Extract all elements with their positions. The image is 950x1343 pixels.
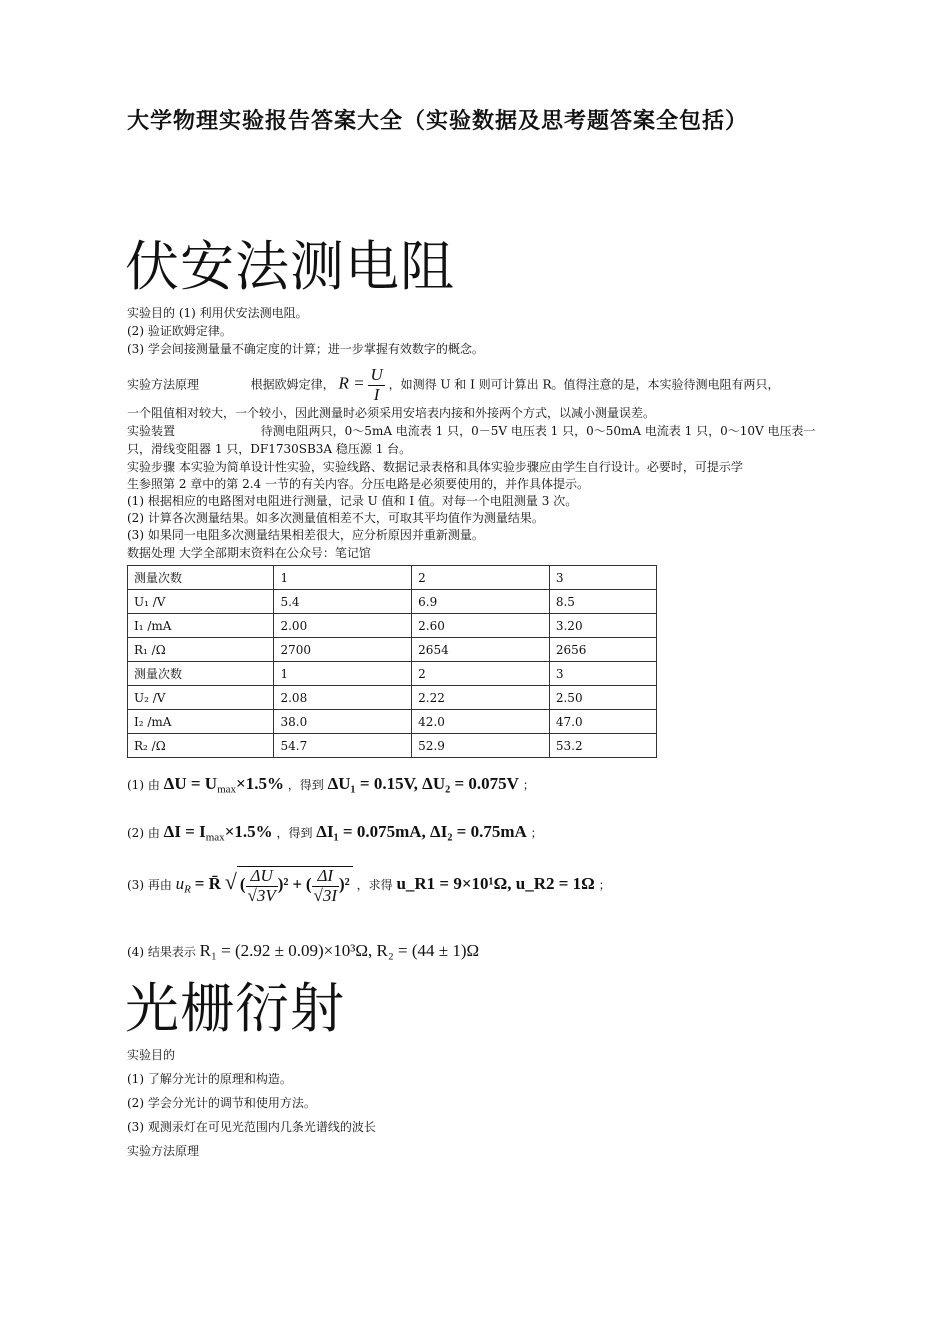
calc3-end: ； — [598, 878, 611, 893]
calc1-prefix: (1) 由 — [127, 778, 160, 792]
table-row — [128, 662, 657, 686]
calc3-t1-den: √3V — [247, 885, 276, 905]
table-cell: U₁ /V — [128, 590, 274, 614]
calc2-mid: ，得到 — [276, 826, 313, 840]
method-text-a: 根据欧姆定律， — [250, 377, 335, 392]
steps-line: (2) 计算各次测量结果。如多次测量值相差不大，可取其平均值作为测量结果。 — [127, 511, 544, 525]
ohm-law-fraction — [368, 366, 384, 404]
calc1-result: ΔU₁ = 0.15V, ΔU₂ = 0.075V — [327, 774, 519, 793]
table-cell: 2654 — [412, 638, 550, 662]
calc2-result: ΔI₁ = 0.075mA, ΔI₂ = 0.75mA — [316, 822, 527, 841]
grating-line: 实验方法原理 — [127, 1144, 200, 1158]
table-cell: I₂ /mA — [128, 710, 274, 734]
apparatus-text-2: 只，滑线变阻器 1 只，DF1730SB3A 稳压源 1 台。 — [127, 442, 412, 456]
document-title: 大学物理实验报告答案大全（实验数据及思考题答案全包括） — [127, 109, 749, 134]
table-cell: R₁ /Ω — [128, 638, 274, 662]
calc3-t1-num: ΔU — [246, 867, 278, 887]
calc3-term1 — [246, 867, 278, 905]
calc3-sqrt: ( $\frac{\Delta U}{√3V}$ )² + ( $\frac{\Delta I}{√3I}$ )² — [237, 866, 353, 905]
table-row — [128, 590, 657, 614]
table-row — [128, 614, 657, 638]
table-cell: 2 — [412, 662, 550, 686]
purpose-line: (3) 学会间接测量量不确定度的计算；进一步掌握有效数字的概念。 — [127, 342, 484, 356]
table-cell: 2656 — [549, 638, 656, 662]
table-cell: 3 — [549, 566, 656, 590]
table-cell: 1 — [274, 566, 412, 590]
table-cell: 2.00 — [274, 614, 412, 638]
table-cell: 53.2 — [549, 734, 656, 758]
table-cell: 47.0 — [549, 710, 656, 734]
table-cell: 1 — [274, 662, 412, 686]
table-row — [128, 686, 657, 710]
method-text-c: 一个阻值相对较大，一个较小，因此测量时必须采用安培表内接和外接两个方式，以减小测量误差。 — [127, 406, 656, 420]
calc3-term2 — [312, 867, 340, 905]
ohm-law-lhs: R = — [338, 373, 365, 393]
table-cell: 2.08 — [274, 686, 412, 710]
table-cell: R₂ /Ω — [128, 734, 274, 758]
calc-step-1 — [127, 773, 535, 797]
table-cell: 测量次数 — [128, 566, 274, 590]
section-heading-grating: 光栅衍射 — [125, 977, 345, 1040]
grating-line: (3) 观测汞灯在可见光范围内几条光谱线的波长 — [127, 1120, 376, 1134]
table-cell: 38.0 — [274, 710, 412, 734]
grating-line: 实验目的 — [127, 1048, 176, 1062]
calc1-sub: max — [217, 783, 237, 796]
table-cell: 2700 — [274, 638, 412, 662]
purpose-line: 实验目的 (1) 利用伏安法测电阻。 — [127, 306, 308, 320]
calc3-eq: = R̄ — [194, 874, 221, 894]
apparatus-text: 待测电阻两只，0～5mA 电流表 1 只，0－5V 电压表 1 只，0～50mA 电流表 1 只，0～10V 电压表一 — [260, 424, 816, 438]
table-cell: 5.4 — [274, 590, 412, 614]
steps-line: (1) 根据相应的电路图对电阻进行测量，记录 U 值和 I 值。对每一个电阻测量 3 次。 — [127, 494, 578, 508]
purpose-line: (2) 验证欧姆定律。 — [127, 324, 232, 338]
calc3-t2-den: √3I — [313, 885, 338, 905]
apparatus-label: 实验装置 — [127, 424, 176, 438]
ohm-law-denominator: I — [373, 384, 380, 404]
calc3-prefix: (3) 再由 — [127, 878, 172, 893]
table-cell: 52.9 — [412, 734, 550, 758]
method-principle-line — [127, 366, 837, 404]
calc1-mid: ，得到 — [287, 778, 324, 792]
table-cell: 6.9 — [412, 590, 550, 614]
apparatus-line — [127, 424, 816, 440]
steps-line: 实验步骤 本实验为简单设计性实验，实验线路、数据记录表格和具体实验步骤应由学生自行设计。必要时，可提示学 — [127, 460, 743, 474]
calc1-formula: ΔU = U — [163, 774, 218, 793]
calc2-end: ； — [530, 826, 543, 840]
table-row — [128, 566, 657, 590]
measurement-table — [127, 565, 657, 758]
table-cell: 2.22 — [412, 686, 550, 710]
table-row — [128, 638, 657, 662]
calc2-formula2: ×1.5% — [224, 822, 273, 841]
steps-line: 生参照第 2 章中的第 2.4 一节的有关内容。分压电路是必须要使用的，并作具体提示。 — [127, 477, 589, 491]
table-cell: 8.5 — [549, 590, 656, 614]
calc-step-2 — [127, 821, 543, 845]
calc4-result: R₁ = (2.92 ± 0.09)×10³Ω, R₂ = (44 ± 1)Ω — [199, 941, 480, 960]
table-cell: 2.60 — [412, 614, 550, 638]
calc-step-4 — [127, 940, 479, 962]
grating-line: (2) 学会分光计的调节和使用方法。 — [127, 1096, 316, 1110]
grating-line: (1) 了解分光计的原理和构造。 — [127, 1072, 292, 1086]
calc3-mid: ，求得 — [356, 878, 393, 893]
method-label: 实验方法原理 — [127, 377, 200, 392]
data-processing-label: 数据处理 大学全部期末资料在公众号：笔记馆 — [127, 546, 371, 560]
calc-step-3: (3) 再由 $u_R$ = R̄ √ ( $\frac{\Delta U}{√3V}$ )² + ( $\frac{\Delta I}{√3I}$ )² ，求得 u_R1 = 9×10¹Ω, u_R2 = 1Ω ； — [127, 866, 611, 905]
table-cell: U₂ /V — [128, 686, 274, 710]
steps-line: (3) 如果同一电阻多次测量结果相差很大，应分析原因并重新测量。 — [127, 528, 484, 542]
table-cell: 54.7 — [274, 734, 412, 758]
table-cell: 2 — [412, 566, 550, 590]
calc3-lhs-sub: R — [184, 883, 191, 896]
calc1-formula2: ×1.5% — [236, 774, 284, 793]
table-cell: 3.20 — [549, 614, 656, 638]
calc3-result: u_R1 = 9×10¹Ω, u_R2 = 1Ω — [396, 874, 595, 894]
ohm-law-numerator: U — [370, 365, 383, 384]
calc2-formula: ΔI = I — [163, 822, 206, 841]
table-row — [128, 734, 657, 758]
section-heading-voltammetry: 伏安法测电阻 — [125, 235, 455, 298]
table-row — [128, 710, 657, 734]
calc3-lhs: u — [175, 874, 185, 894]
table-cell: 3 — [549, 662, 656, 686]
calc4-prefix: (4) 结果表示 — [127, 945, 196, 959]
calc3-t2-num: ΔI — [312, 867, 340, 887]
method-text-b: ，如测得 U 和 I 则可计算出 R。值得注意的是，本实验待测电阻有两只， — [388, 377, 780, 392]
table-cell: 2.50 — [549, 686, 656, 710]
calc1-end: ； — [522, 778, 535, 792]
calc2-prefix: (2) 由 — [127, 826, 160, 840]
table-cell: 测量次数 — [128, 662, 274, 686]
calc2-sub: max — [205, 831, 225, 844]
table-cell: I₁ /mA — [128, 614, 274, 638]
table-cell: 42.0 — [412, 710, 550, 734]
